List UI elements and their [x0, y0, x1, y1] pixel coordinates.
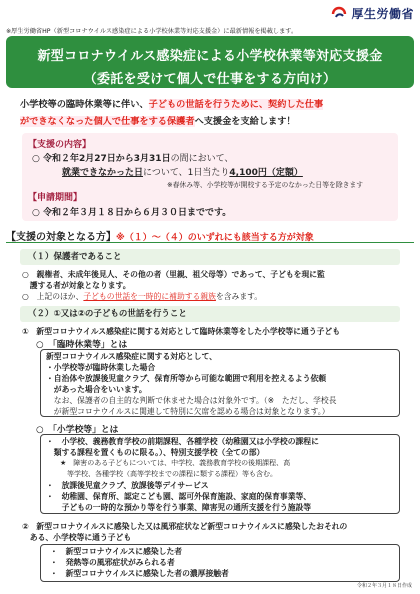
item1-label: （１）保護者であること: [20, 249, 400, 265]
lead-l1-b: 子どもの世話を行うために、契約した仕事: [148, 99, 324, 110]
support-info-box: [22, 133, 398, 221]
school-line: 子どもの一時的な預かり等を行う事業、障害児の通所支援を行う施設等: [46, 503, 312, 512]
apply-heading: 【申請期間】: [28, 193, 83, 203]
target-note: ※（１）～（４）のいずれにも該当する方が対象: [116, 233, 314, 243]
support-period: 令和２年2月27日から3月31日: [43, 154, 171, 164]
lead-l1-a: 小学校等の臨時休業等に伴い、: [20, 99, 149, 110]
support-line1-tail: の間において、: [170, 154, 234, 164]
support-heading: 【支援の内容】: [28, 140, 92, 150]
item1-line-1: [22, 269, 325, 280]
support-note: ※春休み等、小学校等が開校する予定のなかった日等を除きます: [167, 181, 364, 189]
title-banner: [6, 36, 414, 88]
apply-mark: ○: [32, 208, 40, 218]
item2-p2-line-2: ある、小学校等に通う子ども: [22, 533, 132, 542]
target-heading: [6, 228, 314, 243]
item2-p2-line-1: ② 新型コロナウイルスに感染した又は風邪症状など新型コロナウイルスに感染したおそれの: [22, 522, 348, 531]
school-line: ★ 障害のある子どもについては、中学校、義務教育学校の後期課程、高: [46, 459, 291, 467]
school-line: ・ 放課後児童クラブ、放課後等デイサービス: [46, 481, 209, 490]
rinji-label-text: 「臨時休業等」とは: [52, 340, 128, 350]
target-divider: [6, 242, 414, 243]
item1-line-3: [22, 291, 262, 302]
item1-line-2: 護する者が対象となります。: [22, 281, 131, 290]
school-list: [46, 436, 319, 513]
school-line: 等学校、各種学校（高等学校までの課程に類する課程）等も含む。: [46, 470, 277, 478]
school-line: ・ 幼稚園、保育所、認定こども園、認可外保育施設、家庭的保育事業等、: [46, 492, 312, 501]
lead-l2-b: へ支援金を支給します！: [194, 116, 296, 127]
support-days: 就業できなかった日: [62, 168, 144, 178]
support-line-1: [32, 151, 233, 164]
support-mark: ○: [32, 154, 40, 164]
support-line-2: [62, 165, 303, 178]
item1-l3-a: ○ 上記のほか、: [22, 292, 84, 301]
ministry-logo: [330, 4, 414, 22]
item2-p1: ① 新型コロナウイルス感染症に関する対応として臨時休業等をした小学校等に通う子ども: [22, 327, 341, 336]
infected-line: ・ 新型コロナウイルスに感染した者: [50, 547, 183, 556]
rinji-line: 新型コロナウイルス感染症に関する対応として、: [46, 352, 217, 361]
rinji-line: があった場合をいいます。: [46, 385, 147, 394]
infected-list: [50, 546, 229, 579]
ministry-logo-icon: [330, 4, 348, 22]
item1-l1-b: であって、子どもを現に監: [231, 270, 325, 279]
rinji-line: ・小学校等が臨時休業した場合: [46, 363, 156, 372]
rinji-label: ○ 「臨時休業等」とは: [36, 340, 128, 350]
school-line: ・ 小学校、義務教育学校の前期課程、各種学校（幼稚園又は小学校の課程に: [46, 437, 319, 446]
rinji-line: なお、保護者の自主的な判断で休ませた場合は対象外です。（※ ただし、学校長: [46, 396, 337, 405]
footer-date: 令和２年３月１８日作成: [356, 583, 412, 589]
title-line-1: 新型コロナウイルス感染症による小学校休業等対応支援金: [37, 49, 383, 64]
school-label: ○ 「小学校等」とは: [36, 425, 119, 435]
rinji-list: [46, 351, 337, 417]
top-note: ※厚生労働省HP（新型コロナウイルス感染症による小学校休業等対応支援金）に最新情報を掲載します。: [6, 28, 298, 35]
support-line2-mid: について、1日当たり: [143, 168, 230, 178]
infected-line: ・ 発熱等の風邪症状がみられる者: [50, 558, 175, 567]
lead-l2-a: ができなくなった個人で仕事をする保護者: [20, 116, 195, 127]
school-label-text: 「小学校等」とは: [52, 425, 119, 435]
support-amount: 4,100円（定額）: [229, 168, 303, 178]
infected-line: ・ 新型コロナウイルスに感染した者の濃厚接触者: [50, 569, 229, 578]
target-title: 【支援の対象となる方】: [6, 232, 116, 243]
item1-l3-c: を含みます。: [215, 292, 263, 301]
item1-l1-a: ○ 親権者、未成年後見人、その他の者（里親、祖父母等）: [22, 270, 232, 279]
title-line-2: （委託を受けて個人で仕事をする方向け）: [83, 72, 337, 87]
item1-l3-b: 子どもの世話を一時的に補助する親族: [83, 292, 216, 301]
item2-label: （２）①又は②の子どもの世話を行うこと: [20, 306, 400, 322]
lead-text: [20, 96, 410, 130]
ministry-name: 厚生労働省: [351, 6, 414, 21]
school-line: 類する課程を置くものに限る。）、特別支援学校（全ての部）: [46, 448, 265, 457]
apply-line: [32, 205, 231, 218]
rinji-line: が新型コロナウイルスに関連して特別に欠席を認める場合は対象となります。）: [46, 407, 330, 416]
apply-text: 令和２年３月１８日から６月３０日までです。: [43, 208, 232, 218]
rinji-line: ・自治体や放課後児童クラブ、保育所等から可能な範囲で利用を控えるよう依頼: [46, 374, 327, 383]
